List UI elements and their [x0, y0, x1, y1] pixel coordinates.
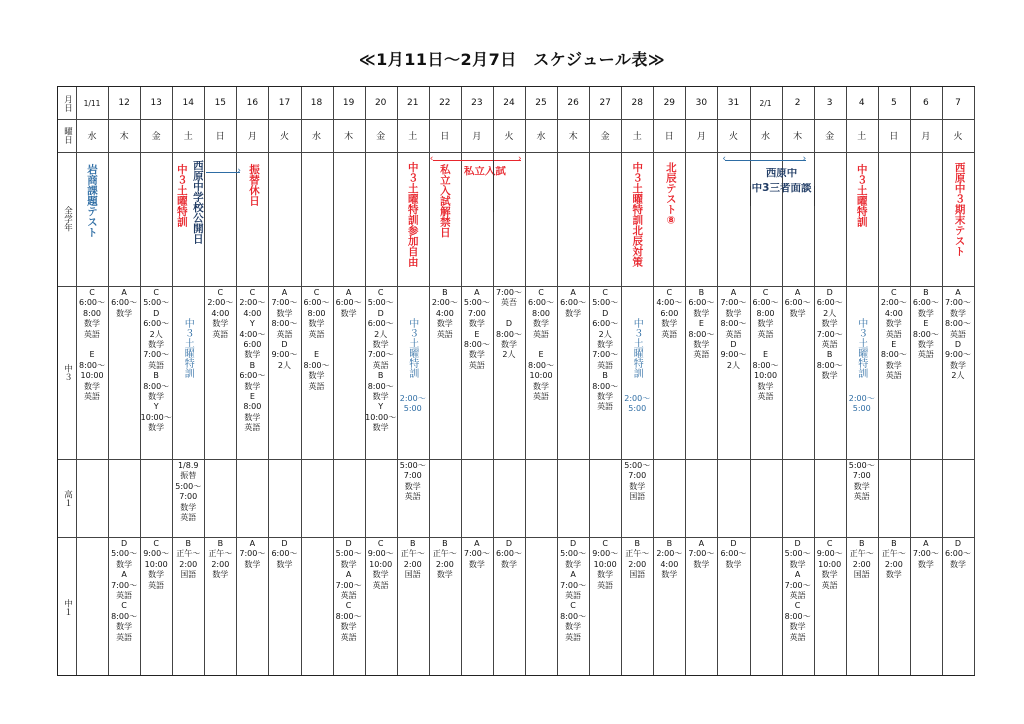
j3-lesson-cell: A 5:00～ 7:00 数学 E 8:00～ 数学 英語	[463, 288, 490, 370]
weekday-cell: 火	[504, 132, 514, 142]
weekday-cell: 土	[408, 132, 418, 142]
parent-meeting-arrow	[725, 160, 805, 161]
j1-lesson-cell: C 9:00～ 10:00 数学 英語	[367, 539, 394, 590]
weekday-cell: 金	[825, 132, 835, 142]
j3-lesson-cell: C 2:00～ 4:00 数学 英語	[207, 288, 234, 339]
j1-lesson-cell: D 6:00～ 数学	[720, 539, 747, 569]
open-day-arrow-head: ›	[237, 166, 241, 176]
date-cell: 20	[374, 98, 387, 108]
weekday-cell: 月	[696, 132, 706, 142]
j3-lesson-cell: C 6:00～ 8:00 数学 英語 E 8:00～ 数学 英語	[303, 288, 330, 391]
date-cell: 25	[535, 98, 547, 108]
weekday-cell: 土	[857, 132, 867, 142]
j1-lesson-cell: D 6:00～ 数学	[944, 539, 971, 569]
event-label: 中3三者面談	[751, 183, 812, 194]
h1-lesson-cell: 5:00～ 7:00 数学 英語	[848, 461, 875, 502]
j3-lesson-cell: C 5:00～ D 6:00～ 2人 数学 7:00～ 英語 B 8:00～ 数学 Y 10:00～ 数学	[365, 288, 397, 433]
j3-lesson-cell: 7:00～ 英吾 D 8:00～ 数学 2人	[495, 288, 522, 360]
j3-lesson-cell: C 6:00～ 8:00 数学 英語 E 8:00～ 10:00 数学 英語	[752, 288, 779, 402]
j3-lesson-cell: C 5:00～ D 6:00～ 2人 数学 7:00～ 英語 B 8:00～ 数学 英語	[592, 288, 619, 412]
event-label: 西原中３期末テスト	[953, 162, 966, 257]
weekday-cell: 金	[600, 132, 610, 142]
weekday-cell: 水	[87, 132, 97, 142]
j3-lesson-cell: C 5:00～ D 6:00～ 2人 数学 7:00～ 英語 B 8:00～ 数学 Y 10:00～ 数学	[140, 288, 172, 433]
weekday-cell: 金	[376, 132, 386, 142]
j3-lesson-cell: C 6:00～ 8:00 数学 英語 E 8:00～ 10:00 数学 英語	[79, 288, 106, 402]
j1-lesson-cell: B 正午～ 2:00 数学	[881, 539, 906, 580]
parent-meeting-arrow-head: ‹	[722, 154, 727, 164]
date-cell: 12	[118, 98, 130, 108]
row-label-h1: 高１	[62, 489, 73, 507]
date-cell: 21	[407, 98, 419, 108]
date-cell: 22	[439, 98, 451, 108]
date-cell: 4	[858, 98, 865, 108]
j1-lesson-cell: A 7:00～ 数学	[688, 539, 715, 569]
j1-lesson-cell: B 正午～ 2:00 国語	[400, 539, 425, 580]
date-cell: 19	[342, 98, 355, 108]
open-day-arrow	[206, 172, 240, 173]
j3-lesson-cell: C 2:00～ 4:00 数学 英語 E 8:00～ 数学 英語	[880, 288, 907, 381]
row-divider	[58, 537, 974, 538]
j3-lesson-cell: A 7:00～ 数学 8:00～ 英語 D 9:00～ 数学 2人	[944, 288, 971, 381]
weekday-cell: 木	[793, 132, 803, 142]
j1-lesson-cell: A 7:00～ 数学	[463, 539, 490, 569]
row-divider	[58, 152, 974, 153]
weekday-cell: 日	[440, 132, 450, 142]
date-cell: 16	[246, 98, 259, 108]
j3-lesson-cell: C 4:00～ 6:00 数学 英語	[656, 288, 683, 339]
j3-lesson-cell: B 6:00～ 数学 E 8:00～ 数学 英語	[688, 288, 715, 360]
weekday-cell: 日	[215, 132, 225, 142]
j1-lesson-cell: B 正午～ 2:00 数学	[432, 539, 457, 580]
date-cell: 7	[955, 98, 961, 108]
j3-saturday-time: 2:00～ 5:00	[848, 394, 875, 414]
event-label: 岩商課題テスト	[86, 164, 99, 238]
event-label: 私立入試	[463, 166, 506, 177]
weekday-cell: 金	[151, 132, 161, 142]
date-cell: 27	[599, 98, 611, 108]
date-cell: 6	[923, 98, 929, 108]
weekday-cell: 火	[728, 132, 738, 142]
h1-lesson-cell: 1/8.9 振替 5:00～ 7:00 数学 英語	[175, 461, 202, 523]
j1-lesson-cell: D 6:00～ 数学	[271, 539, 298, 569]
event-tick	[493, 160, 494, 212]
j3-lesson-cell: A 6:00～ 数学	[335, 288, 362, 318]
date-cell: 23	[471, 98, 483, 108]
event-label: 中３土曜特訓北辰対策	[631, 162, 644, 267]
j1-lesson-cell: B 正午～ 2:00 国語	[176, 539, 201, 580]
date-cell: 26	[567, 98, 579, 108]
weekday-cell: 土	[183, 132, 193, 142]
event-label: 北辰テスト⑧	[664, 162, 677, 227]
event-label: 中３土曜特訓	[855, 164, 868, 227]
event-label: 中３土曜特訓	[175, 164, 188, 227]
j3-saturday-training: 中３土曜特訓	[182, 318, 194, 378]
date-cell: 1/11	[83, 98, 101, 108]
date-cell: 31	[727, 98, 740, 108]
j1-lesson-cell: D 5:00～ 数学 A 7:00～ 英語 C 8:00～ 数学 英語	[560, 539, 587, 642]
j3-lesson-cell: C 2:00～ 4:00 Y 4:00～ 6:00 数学 B 6:00～ 数学 E 8:00 数学 英語	[239, 288, 266, 433]
h1-lesson-cell: 5:00～ 7:00 数学 国語	[624, 461, 651, 502]
weekday-cell: 火	[279, 132, 289, 142]
row-label-j1: 中１	[62, 598, 73, 616]
j1-lesson-cell: D 6:00～ 数学	[495, 539, 522, 569]
j3-lesson-cell: D 6:00～ 2人 数学 7:00～ 英語 B 8:00～ 数学	[816, 288, 843, 381]
j3-saturday-time: 2:00～ 5:00	[624, 394, 651, 414]
date-cell: 2/1	[759, 98, 772, 108]
weekday-cell: 火	[953, 132, 963, 142]
date-cell: 13	[150, 98, 162, 108]
date-cell: 30	[695, 98, 708, 108]
j3-lesson-cell: A 7:00～ 数学 8:00～ 英語 D 9:00～ 2人	[720, 288, 747, 370]
date-cell: 17	[278, 98, 291, 108]
column-divider	[974, 87, 975, 675]
j3-lesson-cell: A 7:00～ 数学 8:00～ 英語 D 9:00～ 2人	[271, 288, 298, 370]
weekday-cell: 月	[247, 132, 257, 142]
date-cell: 28	[631, 98, 643, 108]
j1-lesson-cell: A 7:00～ 数学	[239, 539, 266, 569]
row-divider	[58, 459, 974, 460]
j1-lesson-cell: B 正午～ 2:00 国語	[849, 539, 874, 580]
j1-lesson-cell: A 7:00～ 数学	[912, 539, 939, 569]
j1-lesson-cell: D 5:00～ 数学 A 7:00～ 英語 C 8:00～ 数学 英語	[335, 539, 362, 642]
private-exam-arrow-head: ‹	[429, 154, 434, 164]
date-cell: 14	[182, 98, 194, 108]
j3-lesson-cell: B 2:00～ 4:00 数学 英語	[431, 288, 458, 339]
private-exam-arrow	[433, 160, 521, 161]
j3-lesson-cell: B 6:00～ 数学 E 8:00～ 数学 英語	[912, 288, 939, 360]
event-label: 私立入試解禁日	[438, 164, 451, 238]
j1-lesson-cell: B 正午～ 2:00 国語	[625, 539, 650, 580]
weekday-cell: 木	[568, 132, 578, 142]
j1-lesson-cell: C 9:00～ 10:00 数学 英語	[143, 539, 170, 590]
row-label-date: 月日	[62, 94, 73, 112]
row-label-j3: 中３	[62, 364, 73, 381]
weekday-cell: 水	[312, 132, 322, 142]
weekday-cell: 水	[536, 132, 546, 142]
weekday-cell: 木	[344, 132, 354, 142]
date-cell: 15	[214, 98, 227, 108]
event-tick	[750, 186, 751, 206]
parent-meeting-arrow-head: ›	[802, 154, 807, 164]
date-cell: 29	[663, 98, 676, 108]
h1-lesson-cell: 5:00～ 7:00 数学 英語	[399, 461, 426, 502]
date-cell: 2	[794, 98, 801, 108]
event-label: 西原中	[765, 168, 798, 179]
j1-lesson-cell: D 5:00～ 数学 A 7:00～ 英語 C 8:00～ 数学 英語	[784, 539, 811, 642]
j3-saturday-training: 中３土曜特訓	[855, 318, 867, 378]
weekday-cell: 木	[119, 132, 129, 142]
weekday-cell: 日	[889, 132, 899, 142]
weekday-cell: 日	[664, 132, 674, 142]
date-cell: 24	[503, 98, 515, 108]
j1-lesson-cell: C 9:00～ 10:00 数学 英語	[592, 539, 619, 590]
weekday-cell: 月	[921, 132, 931, 142]
event-label: 振替休日	[247, 164, 260, 206]
j3-saturday-time: 2:00～ 5:00	[399, 394, 426, 414]
row-divider	[58, 286, 974, 287]
weekday-cell: 土	[632, 132, 642, 142]
event-label: 西原中学校公開日	[191, 160, 204, 244]
j1-lesson-cell: B 正午～ 2:00 数学	[208, 539, 233, 580]
row-label-all: 全学年	[62, 206, 73, 232]
j1-lesson-cell: B 2:00～ 4:00 数学	[656, 539, 683, 580]
row-label-weekday: 曜日	[62, 127, 73, 144]
private-exam-arrow-head: ›	[518, 154, 522, 164]
page-title: ≪1月11日～2月7日 スケジュール表≫	[358, 50, 666, 69]
date-cell: 3	[826, 98, 833, 108]
j3-lesson-cell: A 6:00～ 数学	[111, 288, 138, 318]
event-label: 中３土曜特訓参加自由	[406, 162, 419, 267]
date-cell: 18	[310, 98, 323, 108]
j1-lesson-cell: C 9:00～ 10:00 数学 英語	[816, 539, 843, 590]
date-cell: 5	[890, 98, 897, 108]
schedule-table	[57, 86, 975, 676]
j3-saturday-training: 中３土曜特訓	[406, 318, 418, 378]
event-tick	[814, 186, 815, 206]
j1-lesson-cell: D 5:00～ 数学 A 7:00～ 英語 C 8:00～ 数学 英語	[111, 539, 138, 642]
j3-lesson-cell: C 6:00～ 8:00 数学 英語 E 8:00～ 10:00 数学 英語	[528, 288, 555, 402]
weekday-cell: 水	[761, 132, 771, 142]
weekday-cell: 月	[472, 132, 482, 142]
j3-lesson-cell: A 6:00～ 数学	[784, 288, 811, 318]
j3-saturday-training: 中３土曜特訓	[631, 318, 643, 378]
j3-lesson-cell: A 6:00～ 数学	[560, 288, 587, 318]
